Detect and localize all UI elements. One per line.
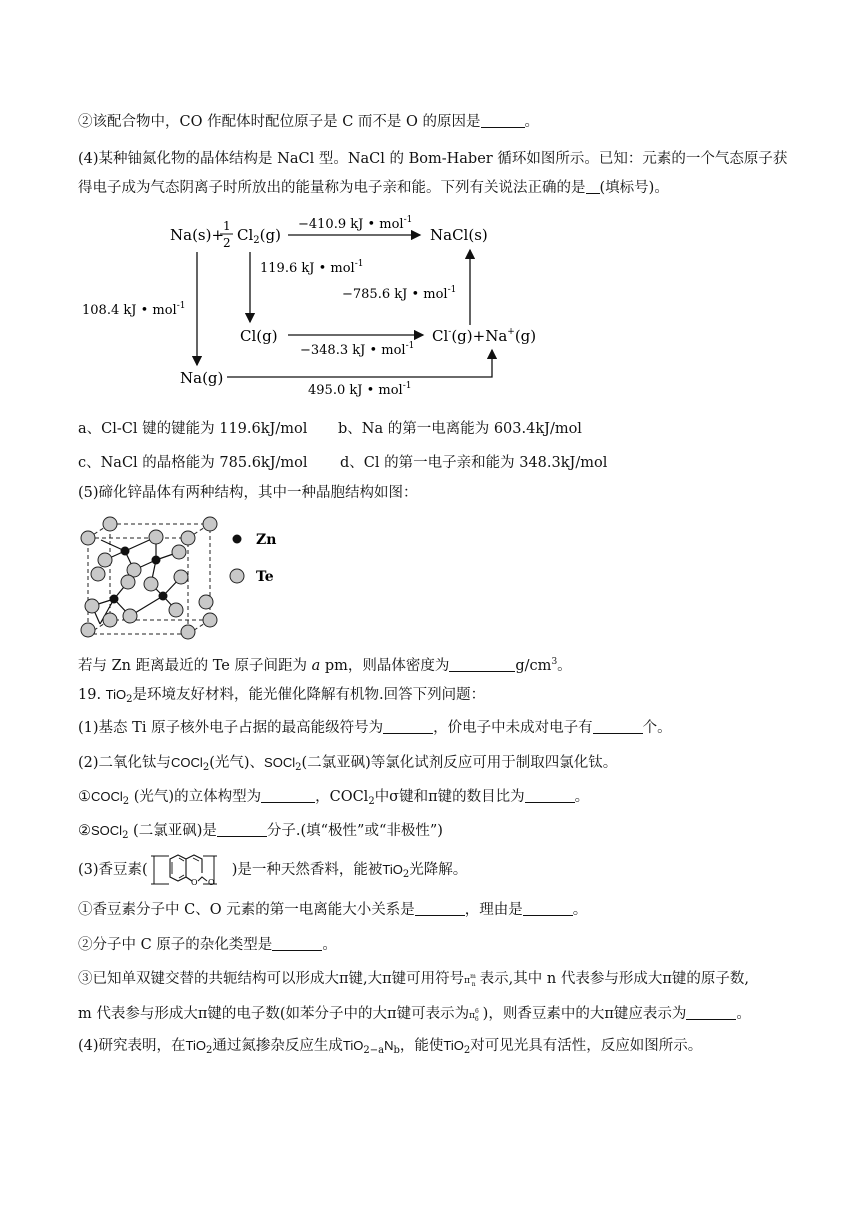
answer-blank[interactable] [523, 900, 573, 916]
q19-part3-1: ①香豆素分子中 C、O 元素的第一电离能大小关系是 ，理由是 。 [78, 902, 588, 918]
born-haber-cycle-diagram [80, 210, 540, 400]
cl-gas-label: Cl(g) [240, 327, 278, 345]
svg-text:O: O [207, 878, 215, 887]
q18-part5-line: (5)碲化锌晶体有两种结构，其中一种晶胞结构如图： [78, 485, 418, 501]
energy-label-na-sublimation: 108.4 kJ • mol$^{-1}$ [82, 301, 186, 318]
answer-blank[interactable] [261, 787, 315, 803]
svg-text:O: O [190, 878, 198, 887]
answer-blank[interactable] [481, 112, 525, 128]
q19-part2-1: ①COCl$_2$ (光气)的立体构型为 ，COCl$_2$中σ键和π键的数目比为 。 [78, 789, 590, 807]
q18-part4-line2: 得电子成为气态阴离子时所放出的能量称为电子亲和能。下列有关说法正确的是 (填标号)。 [78, 180, 669, 196]
half-fraction-num: 1 [223, 219, 231, 233]
te-legend-dot [230, 569, 244, 583]
q18-part2-line: ②该配合物中，CO 作配体时配位原子是 C 而不是 O 的原因是 。 [78, 114, 540, 130]
q19-part1: (1)基态 Ti 原子核外电子占据的最高能级符号为 ，价电子中未成对电子有 个。 [78, 720, 672, 736]
legend-te-label: Te [256, 569, 274, 585]
option-c: c、NaCl 的晶格能为 785.6kJ/mol [78, 455, 308, 471]
answer-blank[interactable] [593, 718, 643, 734]
answer-blank[interactable] [383, 718, 433, 734]
energy-label-electron-affinity: −348.3 kJ • mol$^{-1}$ [300, 341, 415, 358]
coumarin-structure [148, 853, 232, 887]
half-fraction-den: 2 [223, 236, 231, 250]
q19-part3-2: ②分子中 C 原子的杂化类型是 。 [78, 937, 337, 953]
reactant-label: Na(s)+ [170, 226, 225, 244]
ions-label: Cl-(g)+Na+(g) [432, 327, 537, 345]
answer-blank[interactable] [415, 900, 465, 916]
q19-part3: (3)香豆素( O O )是一种天然香料，能被TiO$_2$光降解。 [78, 852, 467, 893]
q19-part3-3-line1: ③已知单双键交替的共轭结构可以形成大π键,大π键可用符号$\pi^m_n$ 表示,其中 n 代表参与形成大π键的原子数, [78, 971, 749, 988]
pi-symbol-benzene: $\pi^6_6$ [469, 1008, 479, 1023]
q19-part2-2: ②SOCl$_2$ (二氯亚砜)是 分子.(填“极性”或“非极性”) [78, 823, 443, 841]
answer-blank[interactable] [686, 1004, 736, 1020]
option-a: a、Cl-Cl 键的键能为 119.6kJ/mol [78, 421, 308, 437]
answer-blank[interactable] [525, 787, 575, 803]
energy-label-lattice: −785.6 kJ • mol$^{-1}$ [342, 285, 457, 302]
q19-part4: (4)研究表明，在TiO$_2$通过氮掺杂反应生成$TiO_{2-a}N_b$，能使TiO$_2$对可见光具有活性，反应如图所示。 [78, 1038, 703, 1056]
zn-legend-dot [233, 535, 242, 544]
option-d: d、Cl 的第一电子亲和能为 348.3kJ/mol [340, 455, 608, 471]
q18-part5-density-line: 若与 Zn 距离最近的 Te 原子间距为 a pm，则晶体密度为 $g/cm^3$。 [78, 657, 572, 674]
legend-zn-label: Zn [256, 532, 277, 548]
znte-unit-cell-diagram [76, 512, 306, 642]
pi-symbol-generic: $\pi^m_n$ [464, 973, 476, 988]
energy-label-ionization: 495.0 kJ • mol$^{-1}$ [308, 381, 412, 398]
q18-part4-line1: (4)某种铀氮化物的晶体结构是 NaCl 型。NaCl 的 Bom-Haber 循环如图所示。已知：元素的一个气态原子获 [78, 151, 788, 167]
energy-label-cl-cl: 119.6 kJ • mol$^{-1}$ [260, 259, 364, 276]
energy-label-formation: −410.9 kJ • mol$^{-1}$ [298, 215, 413, 232]
cl2-label: $Cl_2(g)$ [237, 226, 281, 246]
answer-blank[interactable] [217, 821, 267, 837]
answer-blank[interactable] [586, 178, 600, 194]
q19-heading: 19. TiO$_2$是环境友好材料，能光催化降解有机物.回答下列问题： [78, 687, 486, 705]
product-label: NaCl(s) [430, 226, 488, 244]
option-b: b、Na 的第一电离能为 603.4kJ/mol [338, 421, 582, 437]
na-gas-label: Na(g) [180, 369, 224, 387]
q19-part2: (2)二氧化钛与COCl$_2$(光气)、SOCl$_2$(二氯亚砜)等氯化试剂反应可用于制取四氯化钛。 [78, 755, 618, 773]
answer-blank[interactable] [449, 656, 515, 672]
answer-blank[interactable] [272, 935, 322, 951]
q19-part3-3-line2: m 代表参与形成大π键的电子数(如苯分子中的大π键可表示为$\pi^6_6$ )，则香豆素中的大π键应表示为 。 [78, 1006, 751, 1023]
